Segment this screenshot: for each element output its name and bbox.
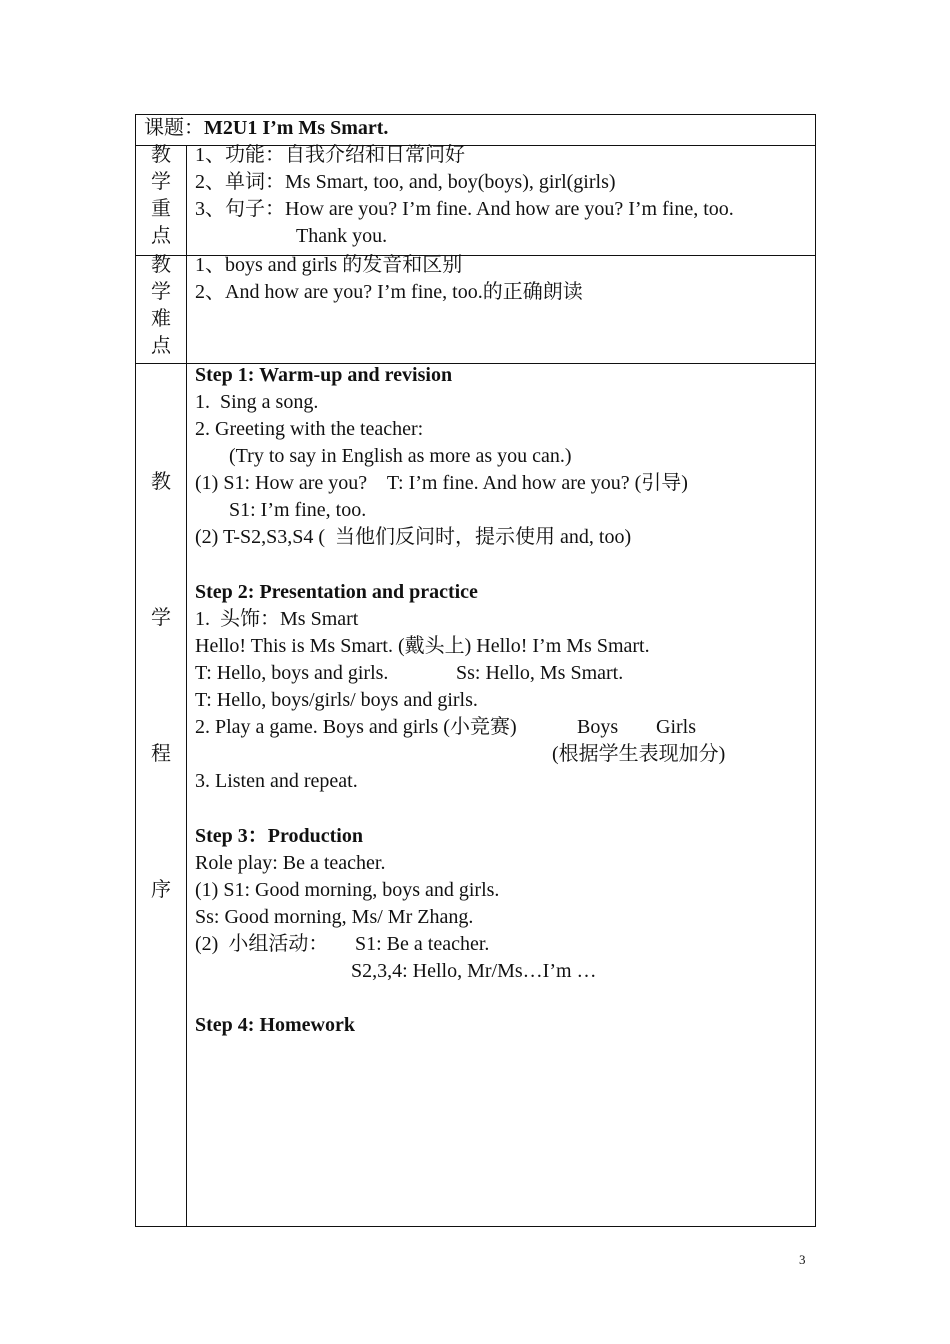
step3-line: Role play: Be a teacher. <box>195 852 386 874</box>
key-points-label-char: 点 <box>151 225 171 247</box>
key-points-label-char: 教 <box>151 144 171 166</box>
step3-line: (2) 小组活动： <box>195 933 329 955</box>
step3-line: S2,3,4: Hello, Mr/Ms…I’m … <box>351 960 597 982</box>
step2-line: 1. 头饰：Ms Smart <box>195 608 359 630</box>
difficulties-content <box>187 256 815 363</box>
difficulties-label-cell <box>136 256 187 363</box>
difficulty-line: 1、boys and girls 的发音和区别 <box>195 254 463 276</box>
key-point-line: 3、句子：How are you? I’m fine. And how are you? I’m fine, too. <box>195 198 734 220</box>
step2-heading: Step 2: Presentation and practice <box>195 581 478 603</box>
difficulties-label-char: 难 <box>151 308 171 330</box>
title-prefix: 课题： <box>144 117 204 139</box>
lesson-title: M2U1 I’m Ms Smart. <box>204 117 389 139</box>
difficulties-row <box>136 255 815 363</box>
step3-line: Ss: Good morning, Ms/ Mr Zhang. <box>195 906 474 928</box>
procedure-label-char: 教 <box>151 471 171 493</box>
step2-line: 2. Play a game. Boys and girls (小竞赛) <box>195 716 517 738</box>
procedure-content <box>187 364 815 1226</box>
step2-line: T: Hello, boys/girls/ boys and girls. <box>195 689 478 711</box>
page-number: 3 <box>799 1252 806 1267</box>
step1-line: S1: I’m fine, too. <box>229 499 367 521</box>
title-row <box>136 115 815 145</box>
step3-line: (1) S1: Good morning, boys and girls. <box>195 879 500 901</box>
key-point-line: Thank you. <box>296 225 388 247</box>
difficulties-label-char: 点 <box>151 335 171 357</box>
difficulties-label-char: 教 <box>151 254 171 276</box>
key-point-line: 2、单词：Ms Smart, too, and, boy(boys), girl(girls) <box>195 171 616 193</box>
step3-heading: Step 3：Production <box>195 825 363 847</box>
step3-line: S1: Be a teacher. <box>355 933 490 955</box>
key-points-label-char: 学 <box>151 171 171 193</box>
step2-line: T: Hello, boys and girls. <box>195 662 389 684</box>
key-point-line: 1、功能：自我介绍和日常问好 <box>195 144 465 166</box>
title-text <box>144 115 388 142</box>
step1-line: 2. Greeting with the teacher: <box>195 418 424 440</box>
lesson-plan-table <box>135 114 816 1227</box>
step1-line: 1. Sing a song. <box>195 391 319 413</box>
step2-line: Ss: Hello, Ms Smart. <box>456 662 624 684</box>
step2-line: 3. Listen and repeat. <box>195 770 358 792</box>
step2-line: Boys <box>577 716 619 738</box>
difficulties-label-char: 学 <box>151 281 171 303</box>
key-points-row <box>136 145 815 255</box>
step2-line: Girls <box>656 716 696 738</box>
step1-line: (Try to say in English as more as you can.) <box>229 445 572 467</box>
procedure-label-char: 程 <box>151 743 171 765</box>
step1-line: (2) T-S2,S3,S4 ( 当他们反问时，提示使用 and, too) <box>195 526 632 548</box>
step2-line: Hello! This is Ms Smart. (戴头上) Hello! I’m Ms Smart. <box>195 635 650 657</box>
key-points-label-char: 重 <box>151 198 171 220</box>
step2-line: (根据学生表现加分) <box>552 743 726 765</box>
step1-line: (1) S1: How are you? T: I’m fine. And how are you? (引导) <box>195 472 688 494</box>
procedure-label-cell <box>136 364 187 1226</box>
key-points-content <box>187 146 815 255</box>
difficulty-line: 2、And how are you? I’m fine, too.的正确朗读 <box>195 281 583 303</box>
procedure-row <box>136 363 815 1226</box>
procedure-label-char: 学 <box>151 607 171 629</box>
procedure-label-char: 序 <box>151 879 171 901</box>
step4-heading: Step 4: Homework <box>195 1014 355 1036</box>
step1-heading: Step 1: Warm-up and revision <box>195 364 453 386</box>
key-points-label-cell <box>136 146 187 255</box>
